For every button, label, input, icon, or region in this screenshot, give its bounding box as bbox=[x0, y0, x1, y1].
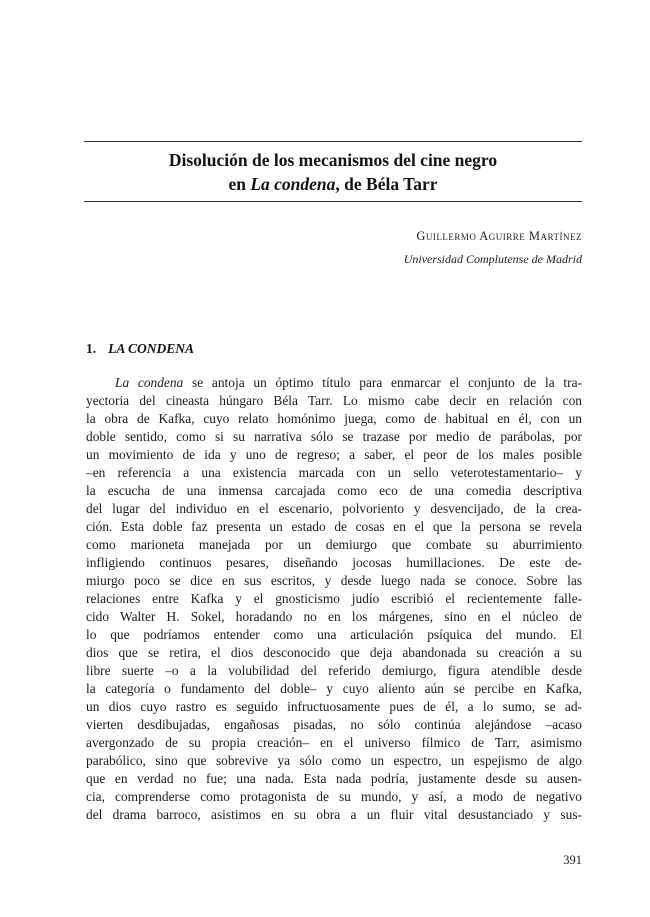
article-title-line-1: Disolución de los mecanismos del cine negro bbox=[168, 150, 498, 170]
section-number: 1. bbox=[86, 341, 97, 356]
title-prefix: en bbox=[228, 174, 251, 194]
film-title: La condena bbox=[250, 174, 336, 194]
author-affiliation: Universidad Complutense de Madrid bbox=[403, 252, 582, 266]
title-top-rule bbox=[84, 141, 582, 142]
paragraph-line: del drama barroco, asistimos en su obra a un fluir vital desustanciado y sus- bbox=[86, 807, 582, 822]
paragraph-line: cido Walter H. Sokel, horadando no en los márgenes, sino en el núcleo de bbox=[86, 609, 582, 624]
title-suffix: , de Béla Tarr bbox=[335, 174, 438, 194]
paragraph-line: la obra de Kafka, cuyo relato homónimo juega, como de habitual en él, con un bbox=[86, 411, 582, 426]
paragraph-line: –en referencia a una existencia marcada con un sello veterotestamentario– y bbox=[86, 465, 582, 480]
paragraph-line: lo que podríamos entender como una articulación psíquica del mundo. El bbox=[86, 627, 582, 642]
paragraph-line: dios que se retira, el dios desconocido que deja abandonada su creación a su bbox=[86, 645, 582, 660]
paragraph-line: avergonzado de su propia creación– en el universo fílmico de Tarr, asimismo bbox=[86, 735, 582, 750]
paragraph-line: un dios cuyo rastro es seguido infructuosamente pues de él, a lo sumo, se ad- bbox=[86, 699, 582, 714]
first-line-text: se antoja un óptimo título para enmarcar el conjunto de la tra- bbox=[183, 375, 583, 390]
page-number: 391 bbox=[563, 853, 582, 867]
section-title: LA CONDENA bbox=[108, 341, 195, 356]
paragraph-line: como marioneta manejada por un demiurgo que combate su aburrimiento bbox=[86, 537, 582, 552]
paragraph-line: la categoría o fundamento del doble– y cuyo aliento aún se percibe en Kafka, bbox=[86, 681, 582, 696]
paragraph-line: yectoria del cineasta húngaro Béla Tarr. Lo mismo cabe decir en relación con bbox=[86, 393, 582, 408]
paragraph-line: ción. Esta doble faz presenta un estado de cosas en el que la persona se revela bbox=[86, 519, 582, 534]
paragraph-line: parabólico, sino que sobrevive ya sólo como un espectro, un espejismo de algo bbox=[86, 753, 582, 768]
paragraph-line: miurgo poco se dice en sus escritos, y desde luego nada se conoce. Sobre las bbox=[86, 573, 582, 588]
paragraph-line: que en verdad no fue; una nada. Esta nada podría, justamente desde su ausen- bbox=[86, 771, 582, 786]
paragraph-line: libre suerte –o a la volubilidad del referido demiurgo, figura atendible desde bbox=[86, 663, 582, 678]
paragraph-line: vierten desdibujadas, engañosas pisadas, no sólo continúa alejándose –acaso bbox=[86, 717, 582, 732]
section-heading bbox=[86, 341, 194, 357]
paragraph-line: del lugar del individuo en el escenario, polvoriento y desvencijado, de la crea- bbox=[86, 501, 582, 516]
paragraph-line: infligiendo continuos pesares, diseñando jocosas humillaciones. De este de- bbox=[86, 555, 582, 570]
paragraph-line: un movimiento de ida y uno de regreso; a saber, el peor de los males posible bbox=[86, 447, 582, 462]
paragraph-line: relaciones entre Kafka y el gnosticismo judío escribió el recientemente falle- bbox=[86, 591, 582, 606]
title-bottom-rule bbox=[84, 201, 582, 202]
paragraph-line: la escucha de una inmensa carcajada como eco de una comedia descriptiva bbox=[86, 483, 582, 498]
paragraph-first-line bbox=[115, 374, 582, 392]
author-name: Guillermo Aguirre Martínez bbox=[416, 229, 582, 243]
paragraph-line: doble sentido, como si su narrativa sólo se trazase por medio de parábolas, por bbox=[86, 429, 582, 444]
article-title-line-2 bbox=[84, 172, 582, 196]
film-title-inline: La condena bbox=[115, 375, 184, 390]
paragraph-line: cia, comprenderse como protagonista de su mundo, y así, a modo de negativo bbox=[86, 789, 582, 804]
